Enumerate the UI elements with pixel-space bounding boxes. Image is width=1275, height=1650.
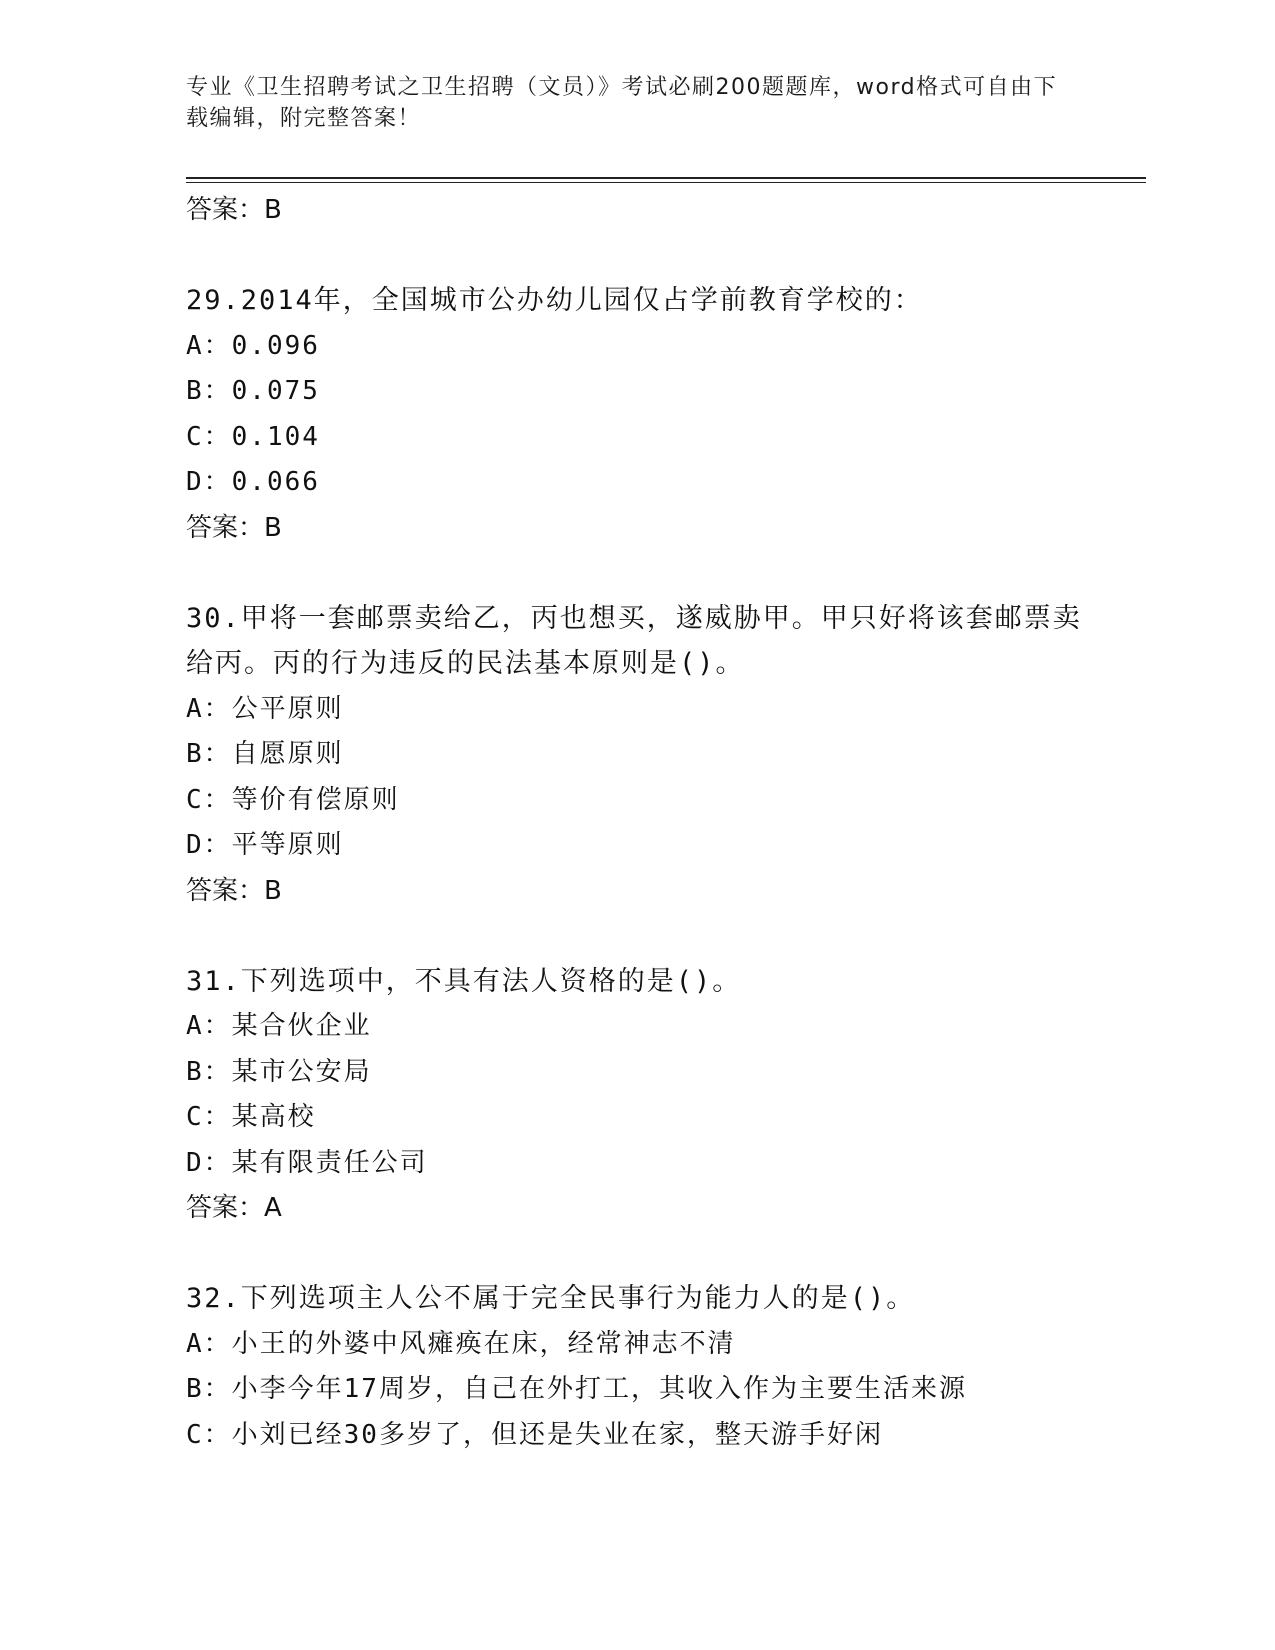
option-a: A：某合伙企业	[186, 1011, 372, 1041]
answer-line: 答案：B	[186, 195, 282, 225]
option-d: D：某有限责任公司	[186, 1147, 428, 1178]
option-b: B：自愿原则	[186, 739, 344, 769]
question-text: 29.2014年，全国城市公办幼儿园仅占学前教育学校的：	[186, 285, 923, 316]
option-a: A：小王的外婆中风瘫痪在床，经常神志不清	[186, 1328, 736, 1359]
option-c: C：等价有偿原则	[186, 784, 400, 815]
document-header: 专业《卫生招聘考试之卫生招聘（文员）》考试必刷200题题库，word格式可自由下载编辑，附完整答案！	[186, 75, 1058, 131]
answer-line: 答案：B	[186, 875, 282, 906]
option-c: C：小刘已经30多岁了，但还是失业在家，整天游手好闲	[186, 1419, 883, 1450]
header-divider-thin	[186, 182, 1146, 183]
question-text: 31.下列选项中，不具有法人资格的是()。	[186, 965, 742, 997]
question-text: 32.下列选项主人公不属于完全民事行为能力人的是()。	[186, 1283, 916, 1314]
option-c: C：0.104	[186, 421, 320, 452]
option-a: A：0.096	[186, 330, 320, 361]
option-d: D：0.066	[186, 467, 320, 497]
question-list	[186, 188, 1146, 1458]
option-b: B：小李今年17周岁，自己在外打工，其收入作为主要生活来源	[186, 1374, 967, 1404]
question-text: 30.甲将一套邮票卖给乙，丙也想买，遂威胁甲。甲只好将该套邮票卖给丙。丙的行为违反的民法基本原则是()。	[186, 602, 1082, 679]
option-d: D：平等原则	[186, 830, 344, 860]
answer-line: 答案：B	[186, 512, 282, 543]
option-c: C：某高校	[186, 1102, 316, 1132]
option-b: B：0.075	[186, 376, 320, 406]
answer-line: 答案：A	[186, 1193, 282, 1223]
option-b: B：某市公安局	[186, 1056, 372, 1087]
header-divider-thick	[186, 177, 1146, 179]
option-a: A：公平原则	[186, 693, 344, 724]
